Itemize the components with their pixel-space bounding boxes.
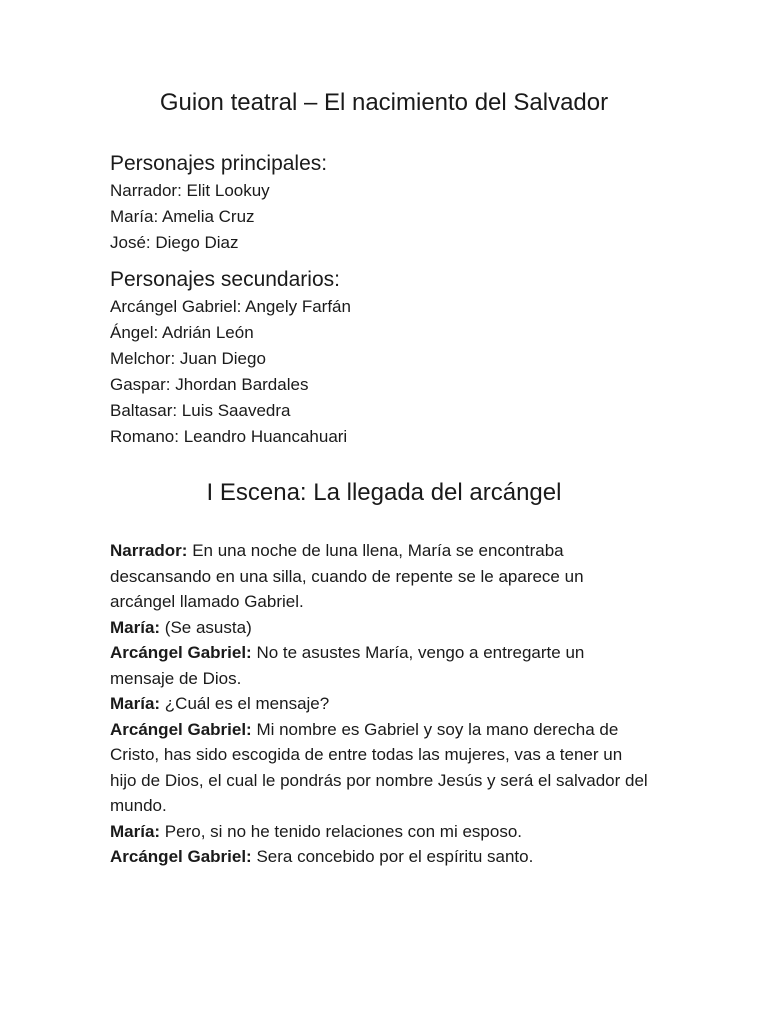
cast-item: Narrador: Elit Lookuy	[110, 181, 270, 200]
cast-item: Romano: Leandro Huancahuari	[110, 427, 348, 446]
dialogue-speaker: Narrador:	[110, 541, 188, 560]
principal-cast-heading: Personajes principales:	[110, 152, 328, 175]
dialogue-line	[110, 844, 650, 870]
dialogue-text: Sera concebido por el espíritu santo.	[251, 847, 534, 866]
dialogue-speaker: María:	[110, 821, 161, 841]
cast-item: Arcángel Gabriel: Angely Farfán	[110, 297, 351, 316]
scene-title: I Escena: La llegada del arcángel	[206, 479, 562, 506]
cast-item: Baltasar: Luis Saavedra	[110, 401, 291, 420]
scene-script	[110, 538, 650, 870]
secondary-cast-section	[110, 266, 351, 450]
dialogue-speaker: Arcángel Gabriel:	[110, 847, 252, 866]
dialogue-text: (Se asusta)	[160, 617, 252, 637]
dialogue-line	[110, 538, 650, 615]
dialogue-line	[110, 691, 650, 717]
dialogue-text: No te asustes María, vengo a entregarte un mensaje de Dios.	[110, 643, 585, 688]
dialogue-speaker: María:	[110, 617, 161, 637]
dialogue-speaker: Arcángel Gabriel:	[110, 719, 252, 739]
dialogue-line	[110, 717, 650, 819]
secondary-cast-heading: Personajes secundarios:	[110, 268, 340, 291]
cast-item: José: Diego Diaz	[110, 233, 239, 252]
dialogue-text: Pero, si no he tenido relaciones con mi esposo.	[160, 821, 523, 841]
dialogue-line	[110, 615, 650, 641]
principal-cast-list	[110, 178, 327, 256]
dialogue-speaker: Arcángel Gabriel:	[110, 643, 252, 662]
principal-cast-section	[110, 150, 327, 256]
cast-item: Melchor: Juan Diego	[110, 349, 266, 368]
dialogue-text: Mi nombre es Gabriel y soy la mano derecha de Cristo, has sido escogida de entre todas las mujeres, vas a tener un hijo de Dios, el cual le pondrás por nombre Jesús y será el salvador del mundo.	[110, 719, 648, 815]
cast-item: Gaspar: Jhordan Bardales	[110, 375, 309, 394]
dialogue-text: En una noche de luna llena, María se encontraba descansando en una silla, cuando de repente se le aparece un arcángel llamado Gabriel.	[110, 541, 584, 611]
cast-item: Ángel: Adrián León	[110, 323, 254, 342]
dialogue-line	[110, 640, 650, 691]
document-title: Guion teatral – El nacimiento del Salvador	[159, 89, 609, 116]
secondary-cast-list	[110, 294, 351, 450]
dialogue-text: ¿Cuál es el mensaje?	[160, 694, 330, 713]
dialogue-speaker: María:	[110, 694, 161, 713]
dialogue-line	[110, 819, 650, 845]
cast-item: María: Amelia Cruz	[110, 207, 255, 226]
